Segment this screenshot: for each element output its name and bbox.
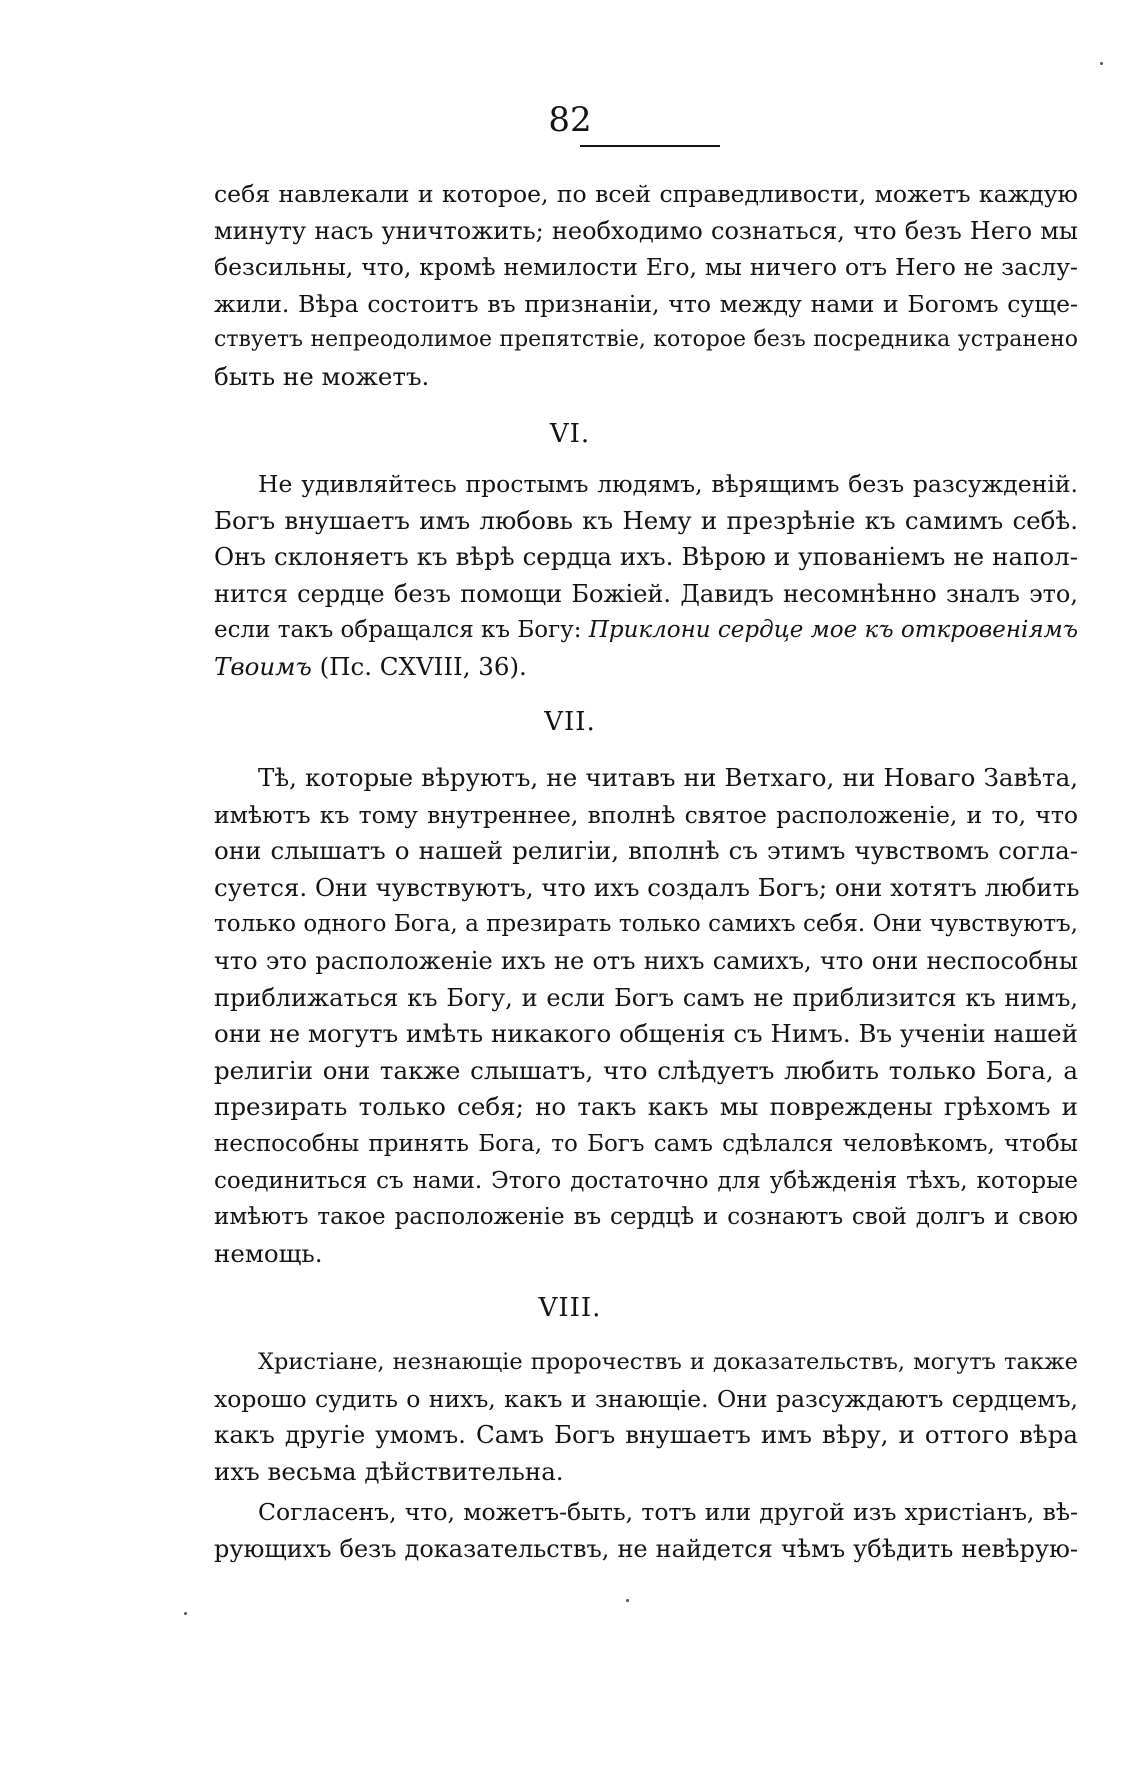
- text-line: имѣютъ такое расположеніе въ сердцѣ и сознаютъ свой долгъ и свою: [214, 1204, 1078, 1231]
- scan-speck: [184, 1612, 187, 1615]
- text-line: [214, 649, 1078, 686]
- text-line: религіи они также слышатъ, что слѣдуетъ любить только Бога, а: [214, 1055, 1078, 1085]
- text-line: Богъ внушаетъ имъ любовь къ Нему и презрѣніе къ самимъ себѣ.: [214, 505, 1078, 535]
- text-line: немощь.: [214, 1238, 323, 1268]
- scripture-reference: (Пс. CXVIII, 36).: [319, 651, 527, 681]
- text-line: Онъ склоняетъ къ вѣрѣ сердца ихъ. Вѣрою и упованіемъ не напол-: [214, 542, 1078, 572]
- text-line: неспособны принять Бога, то Богъ самъ сдѣлался человѣкомъ, чтобы: [214, 1130, 1078, 1157]
- text-line: ствуетъ непреодолимое препятствіе, которое безъ посредника устранено: [214, 327, 1078, 353]
- text-line: минуту насъ уничтожить; необходимо сознаться, что безъ Него мы: [214, 216, 1078, 245]
- section-heading-7: VII.: [544, 707, 596, 737]
- intro-paragraph: [214, 176, 1078, 396]
- quote-lead: если такъ обращался къ Богу:: [214, 617, 582, 644]
- text-line: рующихъ безъ доказательствъ, не найдется чѣмъ убѣдить невѣрую-: [214, 1534, 1078, 1563]
- text-line: какъ другіе умомъ. Самъ Богъ внушаетъ имъ вѣру, и оттого вѣра: [214, 1420, 1078, 1450]
- text-line: себя навлекали и которое, по всей справедливости, можетъ каждую: [214, 180, 1078, 208]
- text-line: [214, 612, 1078, 649]
- text-line: презирать только себя; но такъ какъ мы повреждены грѣхомъ и: [214, 1092, 1078, 1122]
- page-number: 82: [548, 100, 592, 140]
- section-8-paragraph: [214, 1344, 1078, 1490]
- text-line: только одного Бога, а презирать только самихъ себя. Они чувствуютъ,: [214, 911, 1078, 938]
- scan-speck: [1100, 62, 1103, 65]
- text-line: хорошо судить о нихъ, какъ и знающіе. Они разсуждаютъ сердцемъ,: [214, 1384, 1078, 1413]
- text-line: они не могутъ имѣть никакого общенія съ Нимъ. Въ ученіи нашей: [214, 1019, 1078, 1049]
- text-line: Не удивляйтесь простымъ людямъ, вѣрящимъ безъ разсужденій.: [258, 470, 1078, 498]
- page-number-rule: [580, 145, 720, 147]
- text-line: быть не можетъ.: [214, 361, 430, 391]
- text-line: соединиться съ нами. Этого достаточно для убѣжденія тѣхъ, которые: [214, 1167, 1078, 1194]
- text-line: Христіане, незнающіе пророчествъ и доказательствъ, могутъ также: [258, 1349, 1078, 1375]
- section-6-paragraph: [214, 466, 1078, 686]
- text-line: они слышатъ о нашей религіи, вполнѣ съ этимъ чувствомъ согла-: [214, 836, 1078, 866]
- text-line: суется. Они чувствуютъ, что ихъ создалъ Богъ; они хотятъ любить: [214, 872, 1080, 902]
- text-line: безсильны, что, кромѣ немилости Его, мы ничего отъ Него не заслу-: [214, 253, 1078, 282]
- text-line: ихъ весьма дѣйствительна.: [214, 1456, 564, 1486]
- text-line: нится сердце безъ помощи Божіей. Давидъ несомнѣнно зналъ это,: [214, 579, 1078, 608]
- text-line: имѣютъ къ тому внутреннее, вполнѣ святое расположеніе, и то, что: [214, 800, 1078, 829]
- section-7-paragraph: [214, 760, 1078, 1272]
- text-line: что это расположеніе ихъ не отъ нихъ самихъ, что они неспособны: [214, 946, 1078, 975]
- section-heading-6: VI.: [549, 419, 591, 449]
- scan-speck: [626, 1599, 629, 1602]
- section-heading-8: VIII.: [538, 1293, 602, 1323]
- section-8-paragraph-2: [214, 1494, 1078, 1567]
- text-line: жили. Вѣра состоитъ въ признаніи, что между нами и Богомъ суще-: [214, 289, 1078, 318]
- text-line: Согласенъ, что, можетъ-быть, тотъ или другой изъ христіанъ, вѣ-: [258, 1498, 1078, 1526]
- text-line: Тѣ, которые вѣруютъ, не читавъ ни Ветхаго, ни Новаго Завѣта,: [258, 763, 1078, 792]
- scripture-quote: Приклони сердце мое къ откровеніямъ: [588, 617, 1078, 644]
- scripture-quote-end: Твоимъ: [214, 651, 312, 681]
- text-line: приближаться къ Богу, и если Богъ самъ не приблизится къ нимъ,: [214, 983, 1078, 1012]
